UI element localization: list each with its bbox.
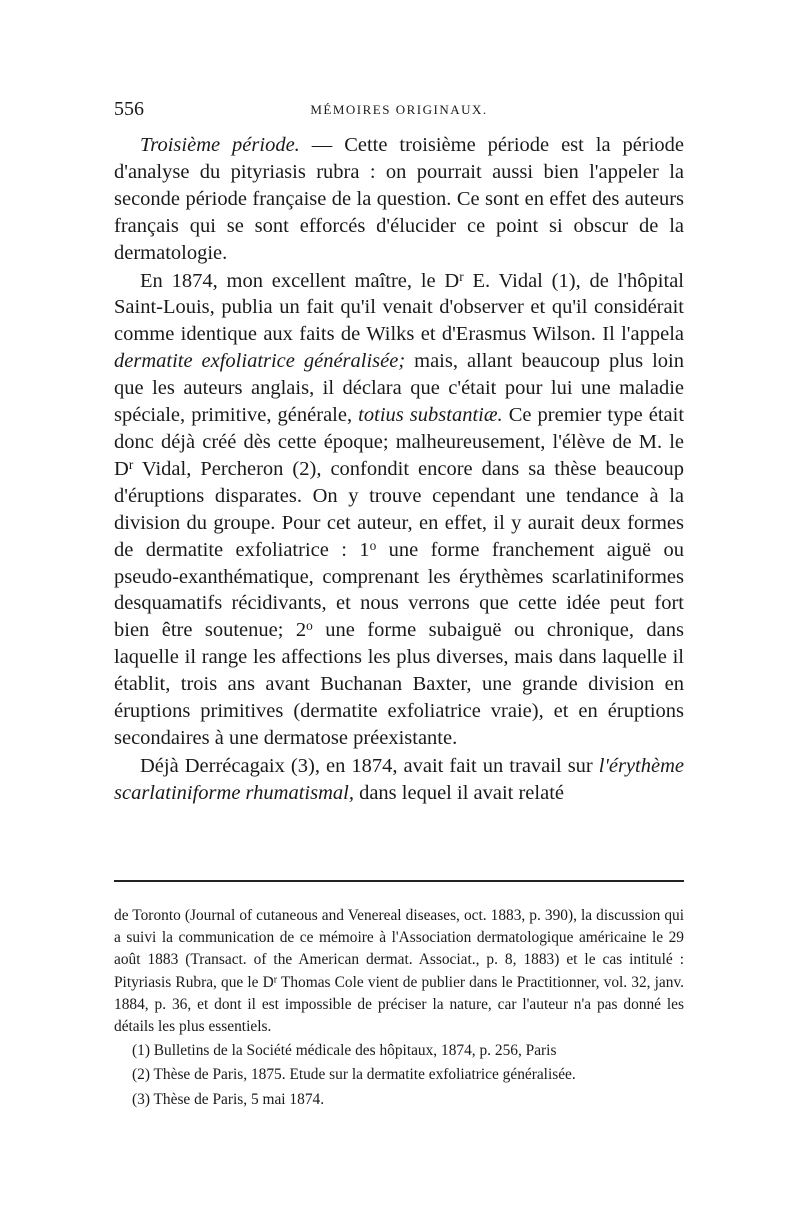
text-run: Vidal, Percheron (2), confondit encore dans sa thèse beaucoup d'éruptions disparates. On y trouve cependant une tendance à la division du groupe. Pour cet auteur, en effet, il y aurait deux formes de dermatite exfoliatrice : 1: [114, 457, 684, 561]
paragraph: [114, 753, 684, 807]
text-run: de Toronto (Journal of cutaneous and Venereal diseases, oct. 1883, p. 390), la discussion qui a suivi la communication de ce mémoire à l'Association dermatologique américaine le 29 août 1883 (Transact. of the American dermat. Associat., p. 8, 1883) et le cas intitulé : Pityriasis Rubra, que le D: [114, 907, 684, 991]
text-run: Thomas Cole vient de publier dans le Practitionner, vol. 32, janv. 1884, p. 36, et dont il est impossible de préciser la nature, car l'auteur n'a pas donné les détails les plus essentiels.: [114, 973, 685, 1036]
text-run: Ce premier type était donc déjà créé dès cette époque; malheureusement, l'élève de M. le D: [114, 404, 685, 480]
text-run: une forme franchement aiguë ou pseudo-exanthématique, comprenant les érythèmes scarlatiniformes desquamatifs récidivants, et nous verrons que cette idée peut fort bien être soutenue; 2: [114, 538, 684, 642]
text-run: une forme subaiguë ou chronique, dans laquelle il range les affections les plus diverses, mais dans laquelle il établit, trois ans avant Buchanan Baxter, une grande division en éruptions primitives (dermatite exfoliatrice vraie), et en éruptions secondaires à une dermatose préexistante.: [114, 619, 684, 749]
page-header: [114, 98, 684, 124]
section-heading: Troisième période.: [140, 134, 300, 156]
footnote-1: (1) Bulletins de la Société médicale des hôpitaux, 1874, p. 256, Paris: [132, 1042, 557, 1060]
superscript: o: [306, 618, 313, 634]
page-number: 556: [114, 98, 144, 120]
italic-term: totius substantiæ.: [358, 404, 503, 427]
footnote-3: (3) Thèse de Paris, 5 mai 1874.: [132, 1090, 325, 1108]
text-run: Déjà Derrécagaix (3), en 1874, avait fait un travail sur: [140, 754, 599, 777]
text-run: En 1874, mon excellent maître, le D: [140, 269, 460, 292]
superscript: o: [369, 537, 377, 553]
superscript: r: [128, 456, 134, 472]
paragraph-text: — Cette troisième période est la période d'analyse du pityriasis rubra : on pourrait aussi bien l'appeler la seconde période française de la question. Ce sont en effet des auteurs français qui se sont efforcés d'élucider ce point si obscur de la dermatologie.: [114, 134, 684, 264]
footnote-2: (2) Thèse de Paris, 1875. Etude sur la dermatite exfoliatrice généralisée.: [132, 1066, 576, 1084]
italic-term: l'érythème scarlatiniforme rhumatismal,: [114, 754, 684, 804]
footnote-divider: [114, 880, 684, 882]
footnote-continuation: [114, 905, 684, 1038]
paragraph: [114, 132, 684, 267]
running-title: MÉMOIRES ORIGINAUX.: [310, 102, 488, 117]
footnotes: [114, 905, 684, 1111]
superscript: r: [459, 268, 464, 284]
text-run: E. Vidal (1), de l'hôpital Saint-Louis, publia un fait qu'il venait d'observer et qu'il considérait comme identique aux faits de Wilks et d'Erasmus Wilson. Il l'appela: [114, 269, 684, 346]
superscript: r: [273, 974, 278, 986]
text-run: mais, allant beaucoup plus loin que les auteurs anglais, il déclara que c'était pour lui une maladie spéciale, primitive, générale,: [114, 350, 684, 427]
italic-term: dermatite exfoliatrice généralisée;: [114, 350, 406, 373]
main-text: [114, 132, 684, 807]
text-run: dans lequel il avait relaté: [353, 781, 564, 804]
paragraph: [114, 268, 684, 752]
